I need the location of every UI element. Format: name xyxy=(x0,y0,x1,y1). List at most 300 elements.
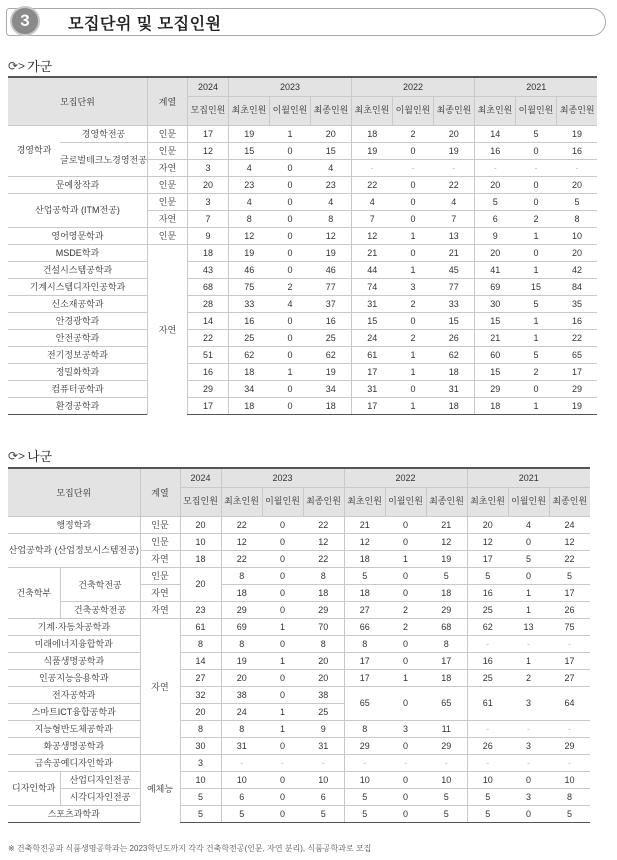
table-cell: 8 xyxy=(426,635,467,652)
table-cell: 20 xyxy=(180,516,221,533)
table-cell: 65 xyxy=(426,686,467,720)
table-cell: 5 xyxy=(515,125,556,142)
table-cell: 16 xyxy=(556,142,597,159)
table-cell: 0 xyxy=(269,346,310,363)
table-cell: 2 xyxy=(392,295,433,312)
table-cell: 68 xyxy=(187,278,228,295)
table-cell: 1 xyxy=(515,261,556,278)
header-final: 최종인원 xyxy=(549,487,590,516)
table-cell: 0 xyxy=(262,737,303,754)
table-cell: 7 xyxy=(351,210,392,227)
table-cell: 6 xyxy=(221,788,262,805)
table-cell: 4 xyxy=(228,159,269,176)
table-cell: - xyxy=(303,754,344,771)
track-cell: 인문 xyxy=(140,516,180,533)
table-cell: 0 xyxy=(262,669,303,686)
header-carry: 이월인원 xyxy=(262,487,303,516)
table-cell: 12 xyxy=(187,142,228,159)
table-cell: 62 xyxy=(467,618,508,635)
table-cell: 1 xyxy=(515,312,556,329)
header-carry: 이월인원 xyxy=(269,96,310,125)
header-carry: 이월인원 xyxy=(515,96,556,125)
table-cell: 20 xyxy=(474,176,515,193)
table-cell: - xyxy=(467,720,508,737)
track-cell: 인문 xyxy=(140,533,180,550)
unit-cell: 산업디자인전공 xyxy=(60,771,140,788)
table-cell: 17 xyxy=(344,652,385,669)
table-cell: 10 xyxy=(549,771,590,788)
table-cell: 1 xyxy=(508,652,549,669)
table-cell: 4 xyxy=(351,193,392,210)
table-cell: 0 xyxy=(262,533,303,550)
table-cell: 1 xyxy=(392,346,433,363)
table-cell: 30 xyxy=(474,295,515,312)
table-cell: 0 xyxy=(508,805,549,822)
table-cell: 0 xyxy=(392,244,433,261)
table-cell: 0 xyxy=(262,550,303,567)
table-cell: - xyxy=(262,754,303,771)
unit-cell: 안전공학과 xyxy=(8,329,147,346)
table-cell: 0 xyxy=(392,380,433,397)
table-cell: 0 xyxy=(392,193,433,210)
table-row xyxy=(8,363,597,380)
track-cell: 자연 xyxy=(140,584,180,601)
track-cell: 자연 xyxy=(147,244,187,414)
table-cell: - xyxy=(549,754,590,771)
table-cell: 75 xyxy=(549,618,590,635)
table-cell: 25 xyxy=(467,601,508,618)
table-cell: 15 xyxy=(474,312,515,329)
header-unit: 모집단위 xyxy=(8,77,147,125)
track-cell: 인문 xyxy=(147,142,187,159)
table-cell: 64 xyxy=(549,686,590,720)
header-final: 최종인원 xyxy=(426,487,467,516)
table-cell: 0 xyxy=(385,516,426,533)
table-cell: 19 xyxy=(426,550,467,567)
table-cell: 45 xyxy=(433,261,474,278)
table-cell: 46 xyxy=(310,261,351,278)
table-cell: 0 xyxy=(269,159,310,176)
table-row xyxy=(8,635,590,652)
table-cell: 2 xyxy=(392,329,433,346)
table-cell: 12 xyxy=(310,227,351,244)
table-cell: 69 xyxy=(474,278,515,295)
table-cell: 8 xyxy=(303,635,344,652)
table-cell: 2 xyxy=(515,210,556,227)
table-cell: - xyxy=(351,159,392,176)
section-number-badge: 3 xyxy=(10,6,40,36)
header-2024: 2024 xyxy=(187,77,228,96)
table-row xyxy=(8,176,597,193)
page-title: 모집단위 및 모집인원 xyxy=(68,16,222,33)
table-cell: 7 xyxy=(187,210,228,227)
table-cell: 0 xyxy=(262,771,303,788)
unit-cell: 금속공예디자인학과 xyxy=(8,754,140,771)
header-recruit: 모집인원 xyxy=(180,487,221,516)
unit-cell: 신소재공학과 xyxy=(8,295,147,312)
table-cell: 5 xyxy=(180,805,221,822)
table-cell: 10 xyxy=(303,771,344,788)
section-label-text: 나군 xyxy=(27,449,53,464)
table-cell: 5 xyxy=(303,805,344,822)
table-cell: 1 xyxy=(508,601,549,618)
table-cell: 10 xyxy=(221,771,262,788)
section-label-ga xyxy=(8,56,52,75)
table-cell: 1 xyxy=(392,261,433,278)
table-cell: 19 xyxy=(556,125,597,142)
table-cell: - xyxy=(549,720,590,737)
table-cell: 10 xyxy=(426,771,467,788)
table-cell: 19 xyxy=(351,142,392,159)
table-cell: 5 xyxy=(515,295,556,312)
table-cell: 16 xyxy=(474,142,515,159)
table-cell: - xyxy=(508,754,549,771)
header-2021: 2021 xyxy=(474,77,597,96)
table-cell: 0 xyxy=(392,210,433,227)
header-initial: 최초인원 xyxy=(474,96,515,125)
table-cell: 32 xyxy=(180,686,221,703)
table-cell: 0 xyxy=(385,567,426,584)
table-cell: 16 xyxy=(310,312,351,329)
table-cell: 23 xyxy=(310,176,351,193)
table-cell: 2 xyxy=(269,278,310,295)
table-cell: 29 xyxy=(221,601,262,618)
table-row xyxy=(8,533,590,550)
table-cell: 5 xyxy=(344,567,385,584)
table-cell: 77 xyxy=(310,278,351,295)
table-row xyxy=(8,686,590,703)
table-cell: 23 xyxy=(228,176,269,193)
table-cell: 3 xyxy=(187,193,228,210)
table-cell: 4 xyxy=(228,193,269,210)
unit-cell: 전자공학과 xyxy=(8,686,140,703)
header-initial: 최초인원 xyxy=(221,487,262,516)
table-cell: 2 xyxy=(392,125,433,142)
table-cell: 9 xyxy=(187,227,228,244)
table-cell: 29 xyxy=(426,601,467,618)
unit-cell: MSDE학과 xyxy=(8,244,147,261)
recruit-table-na xyxy=(8,467,590,823)
table-cell: 12 xyxy=(549,533,590,550)
table-cell: 0 xyxy=(269,176,310,193)
table-cell: 0 xyxy=(269,380,310,397)
table-row xyxy=(8,567,590,584)
track-cell: 자연 xyxy=(140,550,180,567)
table-cell: 20 xyxy=(556,176,597,193)
track-cell: 인문 xyxy=(147,125,187,142)
table-cell: 44 xyxy=(351,261,392,278)
table-cell: 1 xyxy=(269,125,310,142)
table-cell: - xyxy=(467,754,508,771)
table-cell: 33 xyxy=(433,295,474,312)
table-cell: 3 xyxy=(508,686,549,720)
header-initial: 최초인원 xyxy=(228,96,269,125)
table-cell: 75 xyxy=(228,278,269,295)
table-cell: 3 xyxy=(180,754,221,771)
table-cell: 0 xyxy=(269,329,310,346)
table-cell: 65 xyxy=(344,686,385,720)
table-cell: 18 xyxy=(228,363,269,380)
table-cell: 21 xyxy=(351,244,392,261)
table-cell: 13 xyxy=(508,618,549,635)
table-cell: 22 xyxy=(549,550,590,567)
table-cell: 1 xyxy=(392,227,433,244)
table-cell: 14 xyxy=(474,125,515,142)
table-cell: 61 xyxy=(351,346,392,363)
table-cell: 8 xyxy=(303,567,344,584)
table-cell: 25 xyxy=(467,669,508,686)
table-cell: 0 xyxy=(269,210,310,227)
table-cell: 1 xyxy=(392,363,433,380)
table-cell: 12 xyxy=(467,533,508,550)
table-row xyxy=(8,227,597,244)
header-initial: 최초인원 xyxy=(467,487,508,516)
table-cell: 5 xyxy=(344,788,385,805)
arrow-icon: ⟳> xyxy=(8,448,26,463)
table-cell: 1 xyxy=(262,703,303,720)
table-row xyxy=(8,142,597,159)
header-2022: 2022 xyxy=(351,77,474,96)
table-cell: 25 xyxy=(310,329,351,346)
arrow-icon: ⟳> xyxy=(8,58,26,73)
table-cell: 18 xyxy=(310,397,351,414)
table-cell: 1 xyxy=(508,584,549,601)
unit-cell: 스포츠과학과 xyxy=(8,805,140,822)
table-cell: 70 xyxy=(303,618,344,635)
table-cell: 41 xyxy=(474,261,515,278)
table-cell: - xyxy=(508,635,549,652)
table-cell: 4 xyxy=(433,193,474,210)
table-cell: 60 xyxy=(474,346,515,363)
table-row xyxy=(8,261,597,278)
table-cell: 29 xyxy=(426,737,467,754)
table-cell: 38 xyxy=(221,686,262,703)
table-cell: 18 xyxy=(303,584,344,601)
table-cell: 17 xyxy=(187,397,228,414)
table-cell: 31 xyxy=(351,295,392,312)
table-cell: 0 xyxy=(508,771,549,788)
table-cell: 0 xyxy=(269,193,310,210)
unit-cell: 안경광학과 xyxy=(8,312,147,329)
table-row xyxy=(8,244,597,261)
table-cell: 10 xyxy=(344,771,385,788)
table-cell: 0 xyxy=(515,380,556,397)
table-cell: 27 xyxy=(344,601,385,618)
table-cell: 0 xyxy=(392,176,433,193)
table-cell: 35 xyxy=(556,295,597,312)
header-carry: 이월인원 xyxy=(392,96,433,125)
table-cell: 20 xyxy=(303,669,344,686)
header-unit: 모집단위 xyxy=(8,468,140,516)
table-cell: 18 xyxy=(180,550,221,567)
table-cell: 3 xyxy=(508,788,549,805)
table-row xyxy=(8,380,597,397)
table-cell: 0 xyxy=(262,635,303,652)
table-cell: 22 xyxy=(556,329,597,346)
table-row xyxy=(8,771,590,788)
header-2024: 2024 xyxy=(180,468,221,487)
table-cell: 0 xyxy=(262,567,303,584)
table-cell: 0 xyxy=(262,516,303,533)
table-cell: 21 xyxy=(433,244,474,261)
table-cell: 15 xyxy=(474,363,515,380)
table-cell: 1 xyxy=(515,329,556,346)
unit-group-cell: 디자인학과 xyxy=(8,771,60,805)
table-cell: - xyxy=(474,159,515,176)
table-cell: 26 xyxy=(433,329,474,346)
table-cell: 29 xyxy=(556,380,597,397)
header-track: 계열 xyxy=(147,77,187,125)
table-cell: 22 xyxy=(221,516,262,533)
table-cell: 5 xyxy=(549,567,590,584)
table-cell: 20 xyxy=(310,125,351,142)
table-cell: 27 xyxy=(549,669,590,686)
unit-cell: 스마트ICT융합공학과 xyxy=(8,703,140,720)
table-cell: 0 xyxy=(262,805,303,822)
table-cell: 17 xyxy=(426,652,467,669)
table-row xyxy=(8,346,597,363)
table-cell: 22 xyxy=(187,329,228,346)
table-cell: 10 xyxy=(556,227,597,244)
table-cell: 16 xyxy=(467,584,508,601)
table-cell: 18 xyxy=(433,397,474,414)
table-cell: 5 xyxy=(474,193,515,210)
table-cell: - xyxy=(344,754,385,771)
table-row xyxy=(8,618,590,635)
table-cell: 5 xyxy=(426,788,467,805)
table-cell: 8 xyxy=(180,720,221,737)
table-cell: 29 xyxy=(187,380,228,397)
table-cell: 16 xyxy=(187,363,228,380)
table-cell: 0 xyxy=(262,601,303,618)
table-cell: 8 xyxy=(228,210,269,227)
table-cell: 17 xyxy=(556,363,597,380)
track-cell: 자연 xyxy=(147,210,187,227)
table-cell: 20 xyxy=(474,244,515,261)
header-final: 최종인원 xyxy=(310,96,351,125)
table-cell: 37 xyxy=(310,295,351,312)
table-cell: 84 xyxy=(556,278,597,295)
table-cell: 38 xyxy=(303,686,344,703)
unit-cell: 문예창작과 xyxy=(8,176,147,193)
header-initial: 최초인원 xyxy=(344,487,385,516)
table-cell: 0 xyxy=(385,635,426,652)
table-cell: 12 xyxy=(351,227,392,244)
header-final: 최종인원 xyxy=(303,487,344,516)
table-cell: 43 xyxy=(187,261,228,278)
table-cell: 34 xyxy=(310,380,351,397)
unit-cell: 인공지능응용학과 xyxy=(8,669,140,686)
table-cell: 17 xyxy=(351,397,392,414)
table-cell: 3 xyxy=(508,737,549,754)
table-cell: 5 xyxy=(221,805,262,822)
unit-cell: 미래에너지융합학과 xyxy=(8,635,140,652)
table-cell: 1 xyxy=(262,618,303,635)
header-initial: 최초인원 xyxy=(351,96,392,125)
table-cell: 19 xyxy=(310,363,351,380)
table-row xyxy=(8,193,597,210)
unit-cell: 영어영문학과 xyxy=(8,227,147,244)
table-cell: 19 xyxy=(221,652,262,669)
table-cell: 0 xyxy=(385,686,426,720)
table-cell: 0 xyxy=(269,261,310,278)
table-cell: 0 xyxy=(262,686,303,703)
unit-cell: 전기정보공학과 xyxy=(8,346,147,363)
section-label-text: 가군 xyxy=(27,59,53,74)
table-cell: 8 xyxy=(344,635,385,652)
table-cell: 5 xyxy=(426,805,467,822)
unit-cell: 기계시스템디자인공학과 xyxy=(8,278,147,295)
unit-cell: 식품생명공학과 xyxy=(8,652,140,669)
unit-cell: 기계·자동차공학과 xyxy=(8,618,140,635)
table-row xyxy=(8,295,597,312)
table-cell: 8 xyxy=(221,720,262,737)
table-cell: - xyxy=(508,720,549,737)
table-cell: 5 xyxy=(467,788,508,805)
table-cell: 20 xyxy=(556,244,597,261)
table-cell: 5 xyxy=(549,805,590,822)
table-cell: 46 xyxy=(228,261,269,278)
track-cell: 자연 xyxy=(140,618,180,754)
table-cell: 18 xyxy=(426,584,467,601)
unit-cell: 화공생명공학과 xyxy=(8,737,140,754)
table-cell: 1 xyxy=(515,227,556,244)
unit-cell: 건축학전공 xyxy=(60,567,140,601)
table-cell: 2 xyxy=(385,618,426,635)
table-cell: 4 xyxy=(269,295,310,312)
table-cell: 1 xyxy=(269,363,310,380)
table-cell: 5 xyxy=(515,346,556,363)
table-cell: 5 xyxy=(508,550,549,567)
table-cell: 1 xyxy=(515,397,556,414)
unit-cell: 경영학전공 xyxy=(60,125,147,142)
table-cell: 17 xyxy=(187,125,228,142)
table-cell: 18 xyxy=(351,125,392,142)
unit-cell: 건축공학전공 xyxy=(60,601,140,618)
table-cell: 8 xyxy=(221,567,262,584)
table-cell: 62 xyxy=(433,346,474,363)
table-row xyxy=(8,601,590,618)
header-2022: 2022 xyxy=(344,468,467,487)
table-cell: 16 xyxy=(556,312,597,329)
table-cell: 42 xyxy=(556,261,597,278)
unit-group-cell: 경영학과 xyxy=(8,125,60,176)
table-cell: 29 xyxy=(549,737,590,754)
table-cell: 31 xyxy=(433,380,474,397)
table-cell: 20 xyxy=(180,567,221,601)
table-cell: - xyxy=(556,159,597,176)
table-cell: 1 xyxy=(385,550,426,567)
table-cell: 8 xyxy=(549,788,590,805)
table-cell: 22 xyxy=(433,176,474,193)
table-cell: 12 xyxy=(221,533,262,550)
table-cell: 18 xyxy=(221,584,262,601)
header-2023: 2023 xyxy=(221,468,344,487)
table-cell: 22 xyxy=(303,516,344,533)
table-cell: 19 xyxy=(228,125,269,142)
table-cell: 3 xyxy=(187,159,228,176)
table-cell: 21 xyxy=(426,516,467,533)
table-cell: 68 xyxy=(426,618,467,635)
table-cell: 0 xyxy=(269,397,310,414)
table-cell: 0 xyxy=(515,176,556,193)
table-cell: 16 xyxy=(467,652,508,669)
table-cell: 7 xyxy=(433,210,474,227)
unit-cell: 산업공학과 (ITM전공) xyxy=(8,193,147,227)
unit-cell: 산업공학과 (산업정보시스템전공) xyxy=(8,533,140,567)
table-cell: - xyxy=(426,754,467,771)
table-cell: 30 xyxy=(180,737,221,754)
